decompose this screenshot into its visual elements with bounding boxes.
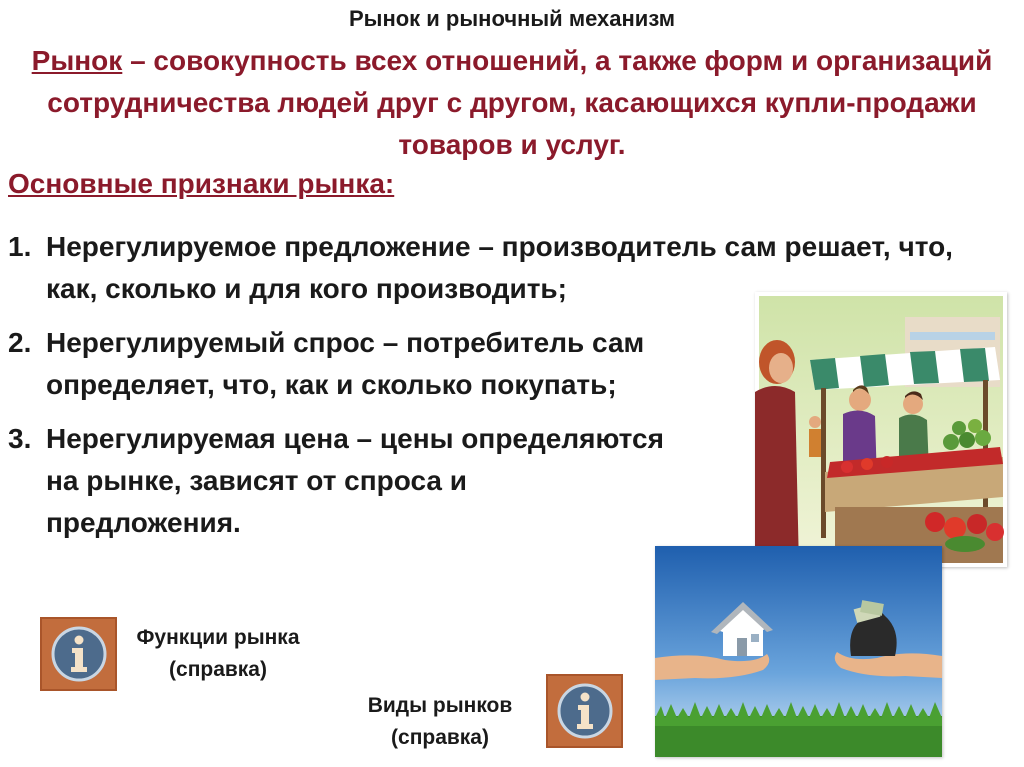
market-functions-link[interactable] (118, 622, 318, 686)
link-label: Функции рынка (136, 626, 300, 649)
feature-number: 3. (8, 423, 32, 454)
market-types-info-button[interactable] (546, 674, 623, 748)
definition-term: Рынок (31, 45, 123, 76)
feature-number: 1. (8, 231, 32, 262)
feature-text: Нерегулируемое предложение – производитель сам решает, что, как, сколько и для кого производить; (46, 231, 953, 304)
market-functions-info-button[interactable] (40, 617, 117, 691)
features-heading: Основные признаки рынка: (8, 168, 395, 199)
link-label: Виды рынков (367, 694, 513, 717)
feature-text: Нерегулируемая цена – цены определяются на рынке, зависят от спроса и предложения. (46, 423, 664, 538)
market-stall-illustration (755, 292, 1007, 567)
feature-number: 2. (8, 327, 32, 358)
info-icon (51, 626, 107, 682)
info-icon (557, 683, 613, 739)
market-definition (30, 40, 994, 166)
market-types-link[interactable] (340, 690, 540, 754)
house-and-money-illustration (655, 546, 942, 757)
link-sublabel: (справка) (169, 658, 267, 681)
feature-item (8, 322, 746, 406)
definition-text: – совокупность всех отношений, а также форм и организаций сотрудничества людей друг с другом, касающихся купли-продажи товаров и услуг. (47, 45, 993, 160)
feature-item (8, 418, 666, 544)
link-sublabel: (справка) (391, 726, 489, 749)
feature-text: Нерегулируемый спрос – потребитель сам определяет, что, как и сколько покупать; (46, 327, 645, 400)
slide-title: Рынок и рыночный механизм (348, 6, 675, 31)
